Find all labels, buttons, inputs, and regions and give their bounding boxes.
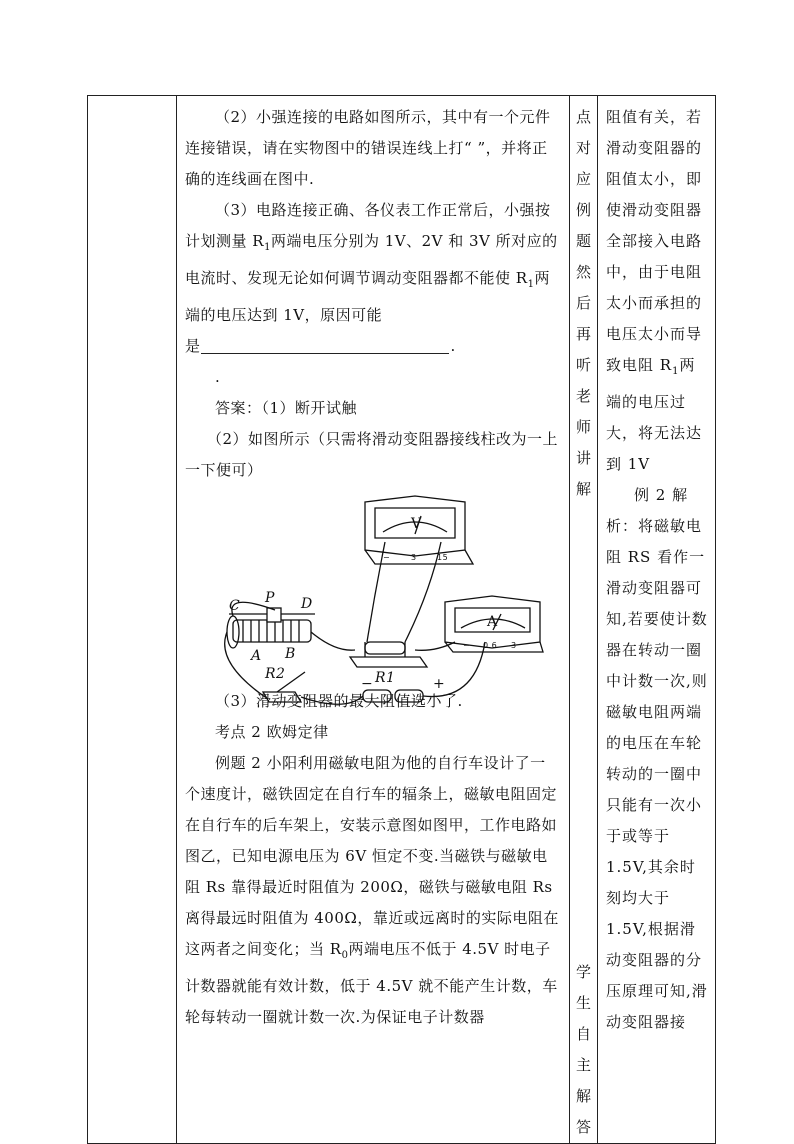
explanation-1: 阻值有关，若滑动变阻器的阻值太小，即使滑动变阻器全部接入电路中，由于电阻太小而承担的电压太小而导致电阻 $R_1$两端的电压过大，将无法达到 1V [606, 108, 703, 473]
answer-blank-line: 是 . [185, 337, 456, 355]
question-2: （2）小强连接的电路如图所示，其中有一个元件连接错误，请在实物图中的错误连线上打“ ”，并将正确的连线画在图中. [185, 108, 551, 188]
section-heading: 考点 2 欧姆定律 [215, 723, 329, 741]
answer-2: （2）如图所示（只需将滑动变阻器接线柱改为一上一下便可） [185, 430, 559, 479]
lesson-table [87, 95, 716, 1144]
label-plus: + [433, 676, 446, 692]
example-2: 例题 2 小阳利用磁敏电阻为他的自行车设计了一个速度计，磁铁固定在自行车的辐条上，磁敏电阻固定在自行车的后车架上，安装示意图如图甲，工作电路如图乙，已知电源电压为 6V 恒定不变.当磁铁与磁敏电阻 Rs 靠得最近时阻值为 200Ω，磁铁与磁敏电阻 Rs 离得最远时阻值为 400Ω，靠近或远离时的实际电阻在这两者之间变化；当 $R_0$两端电压不低于 4.5V 时电子计数器就能有效计数，低于 4.5V 就不能产生计数，车轮每转动一圈就计数一次.为保证电子计数器 [185, 754, 559, 1026]
explanation-2: 例 2 解析：将磁敏电阻 RS 看作一滑动变阻器可知,若要使计数器在转动一圈中计数一次,则磁敏电阻两端的电压在车轮转动的一圈中只能有一次小于或等于 1.5V,其余时刻均大于 1.5V,根据滑动变阻器的分压原理可知,滑动变阻器接 [606, 486, 708, 1031]
explanation-column [598, 96, 716, 1144]
question-3: （3）电路连接正确、各仪表工作正常后，小强按计划测量 $R_1$两端电压分别为 1V、2V 和 3V 所对应的电流时、发现无论如何调节调动变阻器都不能使 $R_1$两端的电压达到 1V，原因可能 [185, 201, 558, 324]
activity-column: 点 对 应 例 题 然 后 再 听 老 师 讲 解 学 生 自 主 解 答 [570, 96, 598, 1144]
empty-column [88, 96, 177, 1144]
label-a: A [251, 648, 262, 664]
answer-3: （3）滑动变阻器的最大阻值选小了. [215, 692, 463, 710]
svg-text:−: − [383, 553, 391, 562]
content-column [177, 96, 570, 1144]
label-b: B [285, 646, 296, 662]
circuit-figure [215, 492, 545, 692]
answer-1: 答案：（1）断开试触 [215, 399, 358, 417]
svg-text:15: 15 [437, 553, 449, 562]
resistor-r1-icon [350, 642, 427, 667]
svg-text:3: 3 [511, 641, 517, 650]
label-minus: − [361, 676, 374, 692]
label-ammeter-a: A [487, 614, 498, 630]
rheostat-icon [227, 608, 315, 648]
svg-text:0.6: 0.6 [483, 641, 498, 650]
label-d: D [301, 596, 313, 612]
label-c: C [229, 598, 241, 614]
svg-text:3: 3 [411, 553, 417, 562]
label-v: V [411, 516, 422, 532]
fill-blank[interactable] [201, 335, 449, 354]
label-r2: R2 [265, 666, 286, 682]
dot-line: . [215, 368, 221, 386]
label-p: P [265, 590, 275, 606]
svg-text:−: − [463, 641, 471, 650]
label-r1: R1 [375, 670, 396, 686]
